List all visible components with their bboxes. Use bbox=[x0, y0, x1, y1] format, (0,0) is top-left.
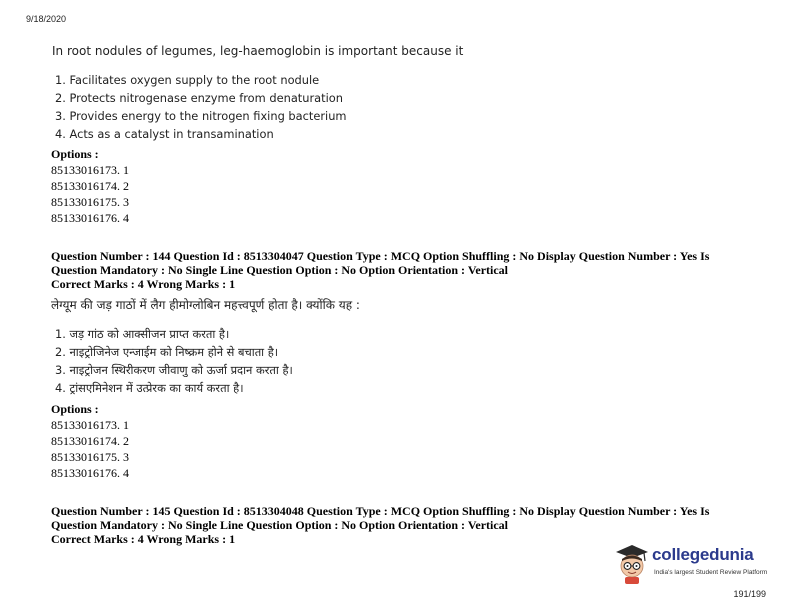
option-id: 85133016174. 2 bbox=[51, 434, 129, 448]
option-id: 85133016173. 1 bbox=[51, 163, 129, 177]
options-block-143 bbox=[51, 146, 129, 226]
options-label: Options : bbox=[51, 402, 99, 416]
choice-item: 3. Provides energy to the nitrogen fixing bacterium bbox=[55, 109, 347, 123]
question-meta-145 bbox=[51, 504, 731, 546]
option-id: 85133016175. 3 bbox=[51, 195, 129, 209]
options-block-144 bbox=[51, 401, 129, 481]
logo-tagline: India's largest Student Review Platform bbox=[654, 569, 768, 576]
choice-item: 2. नाइट्रोजिनेज एन्जाईम को निष्क्रम होने से बचाता है। bbox=[55, 345, 279, 359]
question-meta-144 bbox=[51, 249, 731, 291]
option-id: 85133016176. 4 bbox=[51, 211, 129, 225]
meta-line: Question Number : 144 Question Id : 8513304047 Question Type : MCQ Option Shuffling : No Display Question Number : Yes Is bbox=[51, 249, 710, 263]
choice-item: 1. Facilitates oxygen supply to the root nodule bbox=[55, 73, 320, 87]
question-text-143: In root nodules of legumes, leg-haemoglobin is important because it bbox=[52, 44, 464, 58]
option-id: 85133016174. 2 bbox=[51, 179, 129, 193]
mascot-icon bbox=[614, 543, 650, 585]
meta-line: Question Mandatory : No Single Line Question Option : No Option Orientation : Vertical bbox=[51, 263, 509, 277]
meta-line: Question Number : 145 Question Id : 8513304048 Question Type : MCQ Option Shuffling : No Display Question Number : Yes Is bbox=[51, 504, 710, 518]
choice-item: 4. Acts as a catalyst in transamination bbox=[55, 127, 274, 141]
page-number: 191/199 bbox=[733, 589, 766, 599]
choice-list-143 bbox=[55, 71, 347, 143]
choice-item: 4. ट्रांसएमिनेशन में उत्प्रेरक का कार्य करता है। bbox=[55, 381, 244, 395]
print-date: 9/18/2020 bbox=[26, 14, 67, 24]
choice-item: 1. जड़ गांठ को आक्सीजन प्राप्त करता है। bbox=[55, 327, 230, 341]
choice-list-144 bbox=[55, 325, 293, 397]
marks-line: Correct Marks : 4 Wrong Marks : 1 bbox=[51, 532, 236, 546]
option-id: 85133016175. 3 bbox=[51, 450, 129, 464]
collegedunia-logo bbox=[614, 543, 768, 587]
meta-line: Question Mandatory : No Single Line Question Option : No Option Orientation : Vertical bbox=[51, 518, 509, 532]
option-id: 85133016173. 1 bbox=[51, 418, 129, 432]
choice-item: 3. नाइट्रोजन स्थिरीकरण जीवाणु को ऊर्जा प्रदान करता है। bbox=[55, 363, 293, 377]
question-text-144: लेग्यूम की जड़ गाठों में लैग हीमोग्लोबिन महत्त्वपूर्ण होता है। क्योंकि यह : bbox=[51, 298, 360, 312]
marks-line: Correct Marks : 4 Wrong Marks : 1 bbox=[51, 277, 236, 291]
option-id: 85133016176. 4 bbox=[51, 466, 129, 480]
options-label: Options : bbox=[51, 147, 99, 161]
logo-wordmark: collegedunia bbox=[652, 545, 754, 564]
choice-item: 2. Protects nitrogenase enzyme from denaturation bbox=[55, 91, 343, 105]
